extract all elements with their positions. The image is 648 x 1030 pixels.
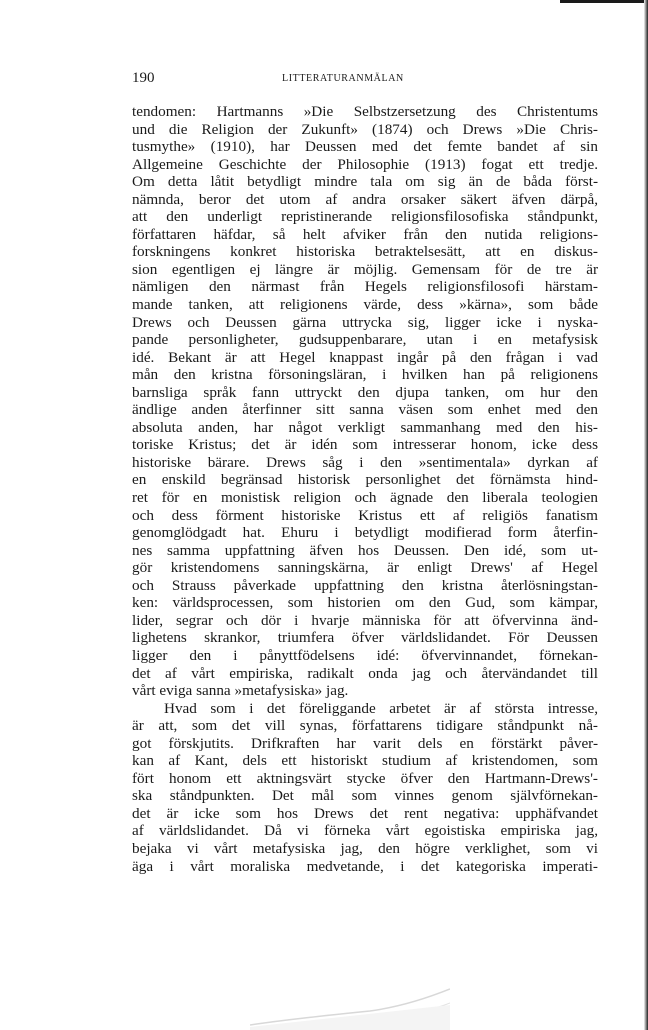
text-line: Allgemeine Geschichte der Philosophie (1913) fogat ett tredje. <box>132 155 598 173</box>
text-line: bejaka vi vårt metafysiska jag, den högre verklighet, som vi <box>132 839 598 857</box>
text-line: absoluta anden, har något verkligt sammanhang med den his- <box>132 418 598 436</box>
text-line: och Strauss påverkade uppfattning den kristna återlösningstan- <box>132 576 598 594</box>
text-line: Drews och Deussen gärna uttrycka sig, ligger icke i nyska- <box>132 313 598 331</box>
text-line: att den underligt repristinerande religionsfilosofiska ståndpunkt, <box>132 208 598 226</box>
running-head <box>132 70 598 90</box>
text-line: ligger den i pånyttfödelsens idé: öfvervinnandet, förnekan- <box>132 646 598 664</box>
text-line: och dess förment historiske Kristus ett af religiös fanatism <box>132 506 598 524</box>
running-title: LITTERATURANMÄLAN <box>282 73 404 84</box>
text-line: det är icke som hos Drews det rent negativa: upphäfvandet <box>132 804 598 822</box>
text-line: toriske Kristus; det är idén som intresserar honom, icke dess <box>132 436 598 454</box>
text-line: ska ståndpunkten. Det mål som vinnes genom självförnekan- <box>132 787 598 805</box>
text-line: nämnda, beror det utom af andra orsaker säkert äfven därpå, <box>132 190 598 208</box>
text-line: fört honom ett aktningsvärt stycke öfver den Hartmann-Drews'- <box>132 769 598 787</box>
text-line: tendomen: Hartmanns »Die Selbstzersetzung des Christentums <box>132 103 598 120</box>
text-line: lighetens skrankor, triumfera öfver världslidandet. För Deussen <box>132 629 598 647</box>
text-line: historiske bärare. Drews såg i den »sentimentala» dyrkan af <box>132 453 598 471</box>
page-number: 190 <box>132 70 155 86</box>
text-line: genomglödgadt hat. Ehuru i betydligt modifierad form återfin- <box>132 524 598 542</box>
text-line: pande personligheter, gudsuppenbarare, utan i en metafysisk <box>132 331 598 349</box>
text-line: forskningens konkret historiska betraktelsesätt, att en diskus- <box>132 243 598 261</box>
text-line: gör kristendomens sanningskärna, är enligt Drews' af Hegel <box>132 559 598 577</box>
text-line: lider, segrar och dör i hvarje människa för att öfvervinna änd- <box>132 611 598 629</box>
text-line: det af vårt empiriska, radikalt onda jag och återvändandet till <box>132 664 598 682</box>
text-line: barnsliga språk fann uttryckt den djupa tanken, om hur den <box>132 383 598 401</box>
paragraph-end-line: vårt eviga sanna »metafysiska» jag. <box>132 682 349 700</box>
text-line: är att, som det vill synas, författarens tidigare ståndpunkt nå- <box>132 717 598 735</box>
text-line: af världslidandet. Då vi förneka vårt egoistiska empiriska jag, <box>132 822 598 840</box>
text-line: ken: världsprocessen, som historien om den Gud, som kämpar, <box>132 594 598 612</box>
text-line: idé. Bekant är att Hegel knappast ingår på den frågan i vad <box>132 348 598 366</box>
text-line: und die Religion der Zukunft» (1874) och Drews »Die Chris- <box>132 120 598 138</box>
scan-edge-right <box>644 0 648 1030</box>
text-line: tusmythe» (1910), har Deussen med det femte bandet af sin <box>132 138 598 156</box>
body-text <box>132 103 598 875</box>
text-line: ret för en monistisk religion och ägnade den liberala teologien <box>132 489 598 507</box>
scan-edge-top <box>560 0 648 3</box>
text-line: sion egentligen ej längre är möjlig. Gemensam för de tre är <box>132 260 598 278</box>
text-line: nämligen den närmast från Hegels religionsfilosofi härstam- <box>132 278 598 296</box>
text-line: Om detta låtit betydligt mindre tala om sig än de båda först- <box>132 173 598 191</box>
text-line: mande tanken, att religionens värde, dess »kärna», som både <box>132 296 598 314</box>
text-line: en enskild begränsad historisk personlighet det förnämsta hind- <box>132 471 598 489</box>
text-line: författaren häfdar, så helt afviker från den nutida religions- <box>132 225 598 243</box>
text-line: nes samma uppfattning äfven hos Deussen. Den idé, som ut- <box>132 541 598 559</box>
text-line: mån den kristna försoningsläran, i hvilken han på religionens <box>132 366 598 384</box>
scan-smudge <box>250 985 450 1030</box>
text-line: ändlige anden återfinner sitt sanna väsen som enhet med den <box>132 401 598 419</box>
paragraph-start-line: Hvad som i det föreliggande arbetet är af största intresse, <box>164 699 598 717</box>
text-line: got förskjutits. Drifkraften har varit dels en förstärkt påver- <box>132 734 598 752</box>
text-line: kan af Kant, dels ett historiskt studium af kristendomen, som <box>132 752 598 770</box>
text-line: äga i vårt moraliska medvetande, i det kategoriska imperati- <box>132 857 598 875</box>
